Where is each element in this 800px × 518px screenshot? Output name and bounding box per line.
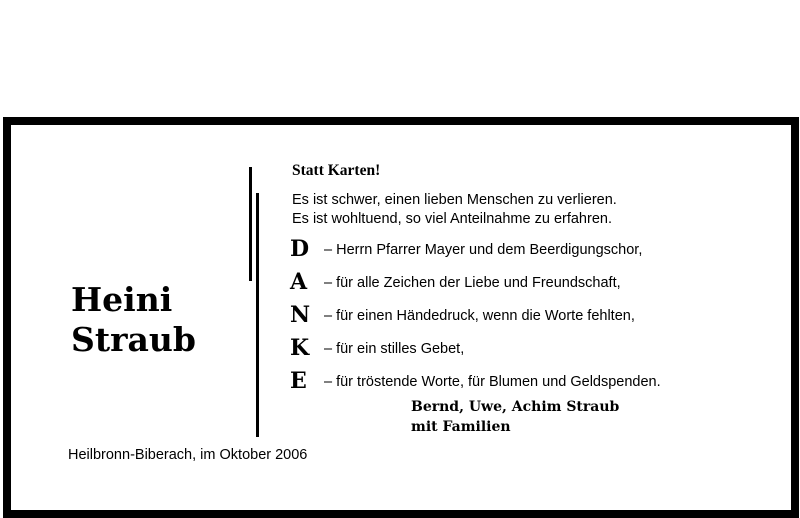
acrostic-letter: A bbox=[290, 269, 308, 295]
danke-acrostic bbox=[290, 233, 661, 398]
acrostic-letter: N bbox=[290, 302, 311, 328]
acrostic-row bbox=[290, 365, 661, 398]
signature-family: mit Familien bbox=[411, 419, 511, 435]
signature bbox=[411, 397, 619, 437]
obituary-card bbox=[3, 117, 799, 518]
acrostic-text: – für ein stilles Gebet, bbox=[324, 340, 465, 357]
divider-line-left bbox=[249, 167, 252, 281]
acrostic-row bbox=[290, 266, 661, 299]
acrostic-text: – für tröstende Worte, für Blumen und Geldspenden. bbox=[324, 373, 661, 390]
acrostic-letter: K bbox=[290, 335, 310, 361]
acrostic-row bbox=[290, 233, 661, 266]
divider-line-right bbox=[256, 193, 259, 437]
acrostic-row bbox=[290, 332, 661, 365]
acrostic-text: – für einen Händedruck, wenn die Worte fehlten, bbox=[324, 307, 635, 324]
acrostic-letter: D bbox=[290, 236, 310, 262]
first-name: Heini bbox=[71, 280, 173, 319]
acrostic-letter: E bbox=[290, 368, 307, 394]
signature-names: Bernd, Uwe, Achim Straub bbox=[411, 399, 620, 415]
place-date: Heilbronn-Biberach, im Oktober 2006 bbox=[68, 447, 308, 463]
intro-line: Es ist wohltuend, so viel Anteilnahme zu erfahren. bbox=[292, 211, 612, 227]
acrostic-text: – für alle Zeichen der Liebe und Freundschaft, bbox=[324, 274, 621, 291]
deceased-name bbox=[71, 280, 196, 360]
heading: Statt Karten! bbox=[292, 162, 381, 179]
intro-text bbox=[292, 191, 617, 229]
acrostic-text: – Herrn Pfarrer Mayer und dem Beerdigungschor, bbox=[324, 241, 643, 258]
intro-line: Es ist schwer, einen lieben Menschen zu verlieren. bbox=[292, 192, 617, 208]
last-name: Straub bbox=[71, 320, 196, 359]
acrostic-row bbox=[290, 299, 661, 332]
